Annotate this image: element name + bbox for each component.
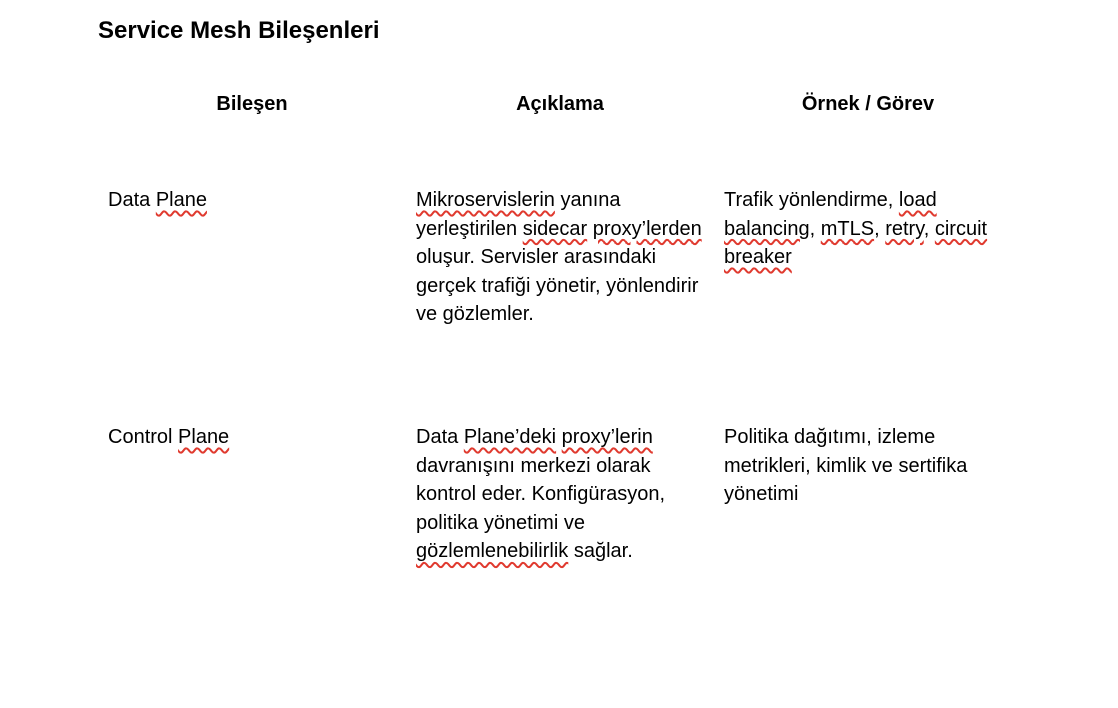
table-header-row — [98, 88, 1022, 122]
spacer-row — [98, 122, 1022, 186]
spellcheck-flagged-word: circuit — [934, 217, 988, 240]
spellcheck-flagged-word: proxy’lerin — [561, 426, 653, 448]
cell-component[interactable] — [98, 423, 406, 566]
text-run: Data — [108, 189, 156, 211]
spellcheck-flagged-word: retry — [885, 217, 924, 240]
column-header-description: Açıklama — [516, 93, 604, 115]
cell-description[interactable] — [406, 186, 714, 423]
table-row-control-plane — [98, 423, 1022, 566]
spellcheck-flagged-word: Mikroservislerin — [416, 189, 555, 211]
spellcheck-flagged-word: load — [898, 189, 937, 211]
components-table — [98, 88, 1022, 566]
text-run: Control — [108, 426, 179, 448]
text-run: , — [809, 217, 821, 240]
page-title: Service Mesh Bileşenleri — [98, 17, 380, 44]
spellcheck-flagged-word: proxy’lerden — [592, 217, 702, 240]
spellcheck-flagged-word: Plane — [178, 426, 230, 448]
text-run: sağlar. — [568, 540, 633, 563]
spacer-cell — [98, 122, 1022, 186]
cell-component[interactable] — [98, 186, 406, 423]
text-run: Data — [416, 426, 464, 448]
spellcheck-flagged-word: gözlemlenebilirlik — [416, 540, 569, 563]
text-run: Politika dağıtımı, izleme metrikleri, kimlik ve sertifika yönetimi — [724, 426, 968, 506]
text-run: , — [874, 217, 886, 240]
cell-example[interactable] — [714, 186, 1022, 423]
text-run: Trafik yönlendirme, — [724, 189, 899, 211]
column-header-component: Bileşen — [216, 93, 288, 115]
spellcheck-flagged-word: mTLS — [820, 217, 875, 240]
spellcheck-flagged-word: breaker — [724, 246, 792, 269]
spellcheck-flagged-word: sidecar — [522, 217, 588, 240]
cell-example[interactable] — [714, 423, 1022, 566]
text-run: davranışını merkezi olarak kontrol eder. Konfigürasyon, politika yönetimi ve — [416, 454, 666, 534]
text-run: oluşur. Servisler arasındaki gerçek trafiği yönetir, yönlendirir ve gözlemler. — [416, 246, 699, 326]
text-run: , — [923, 217, 935, 240]
spellcheck-flagged-word: Plane — [155, 189, 207, 211]
column-header-example: Örnek / Görev — [801, 93, 935, 115]
spellcheck-flagged-word: balancing — [724, 217, 810, 240]
spellcheck-flagged-word: Plane’deki — [463, 426, 557, 448]
table-row-data-plane — [98, 186, 1022, 423]
cell-description[interactable] — [406, 423, 714, 566]
text-run: yanına yerleştirilen — [416, 189, 621, 240]
